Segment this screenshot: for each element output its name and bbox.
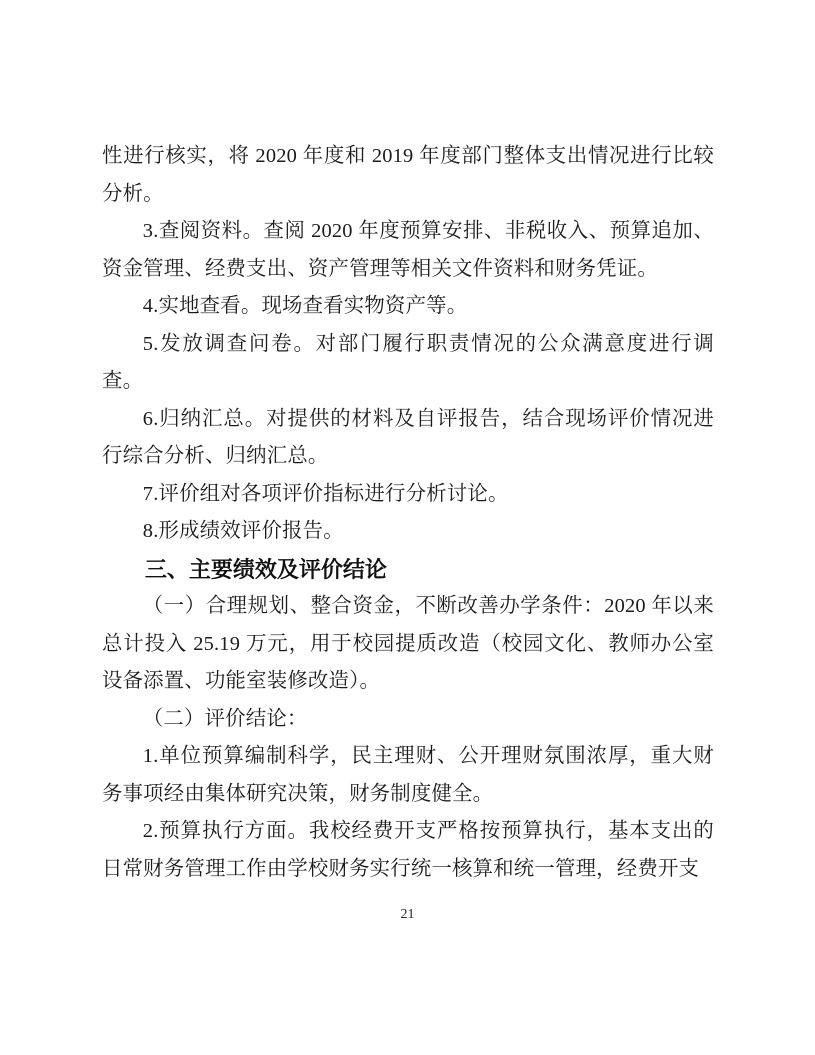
- paragraph-conclusion-1: （一）合理规划、整合资金，不断改善办学条件：2020 年以来总计投入 25.19 万元，用于校园提质改造（校园文化、教师办公室设备添置、功能室装修改造）。: [102, 595, 714, 692]
- section-heading: 三、主要绩效及评价结论: [144, 556, 387, 582]
- paragraph-method-6: 6.归纳汇总。对提供的材料及自评报告，结合现场评价情况进行综合分析、归纳汇总。: [102, 407, 714, 467]
- document-content: [102, 138, 714, 888]
- paragraph-continued: 性进行核实，将 2020 年度和 2019 年度部门整体支出情况进行比较分析。: [102, 145, 714, 205]
- paragraph-method-3: 3.查阅资料。查阅 2020 年度预算安排、非税收入、预算追加、资金管理、经费支出、资产管理等相关文件资料和财务凭证。: [102, 220, 714, 280]
- page-number: 21: [400, 907, 415, 922]
- paragraph-method-7: 7.评价组对各项评价指标进行分析讨论。: [142, 482, 509, 505]
- paragraph-method-4: 4.实地查看。现场查看实物资产等。: [142, 295, 468, 317]
- paragraph-conclusion-item-1: 1.单位预算编制科学，民主理财、公开理财氛围浓厚，重大财务事项经由集体研究决策，财务制度健全。: [102, 745, 714, 805]
- paragraph-method-5: 5.发放调查问卷。对部门履行职责情况的公众满意度进行调查。: [102, 332, 714, 392]
- paragraph-conclusion-2: （二）评价结论：: [142, 707, 308, 730]
- paragraph-method-8: 8.形成绩效评价报告。: [142, 520, 344, 542]
- paragraph-conclusion-item-2: 2.预算执行方面。我校经费开支严格按预算执行，基本支出的日常财务管理工作由学校财务实行统一核算和统一管理，经费开支: [102, 820, 714, 880]
